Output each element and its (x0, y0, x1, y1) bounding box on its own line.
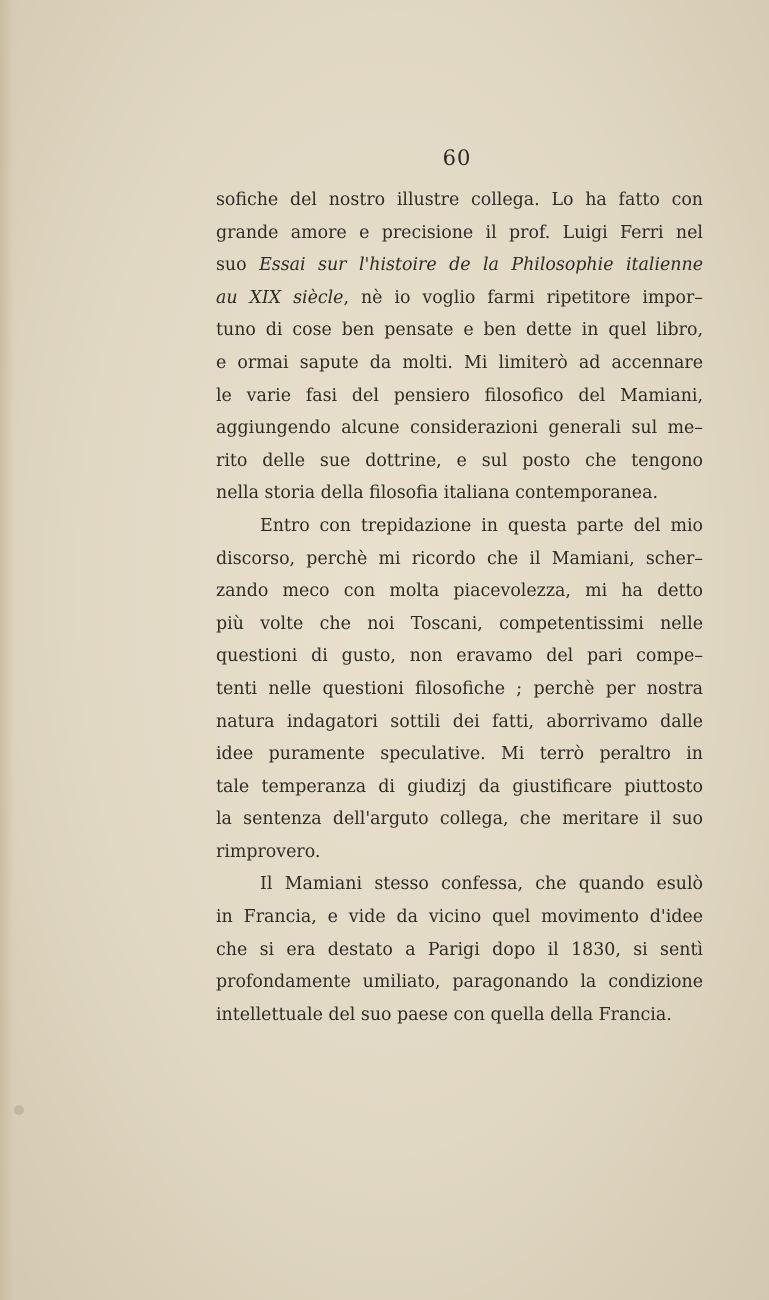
text-line: zando meco con molta piacevolezza, mi ha detto (216, 581, 703, 602)
book-title-italic: Essai sur l'histoire de la Philosophie italienne (259, 255, 703, 276)
paragraph-2 (216, 510, 703, 869)
page-number: 60 (442, 146, 472, 170)
text-line: grande amore e precisione il prof. Luigi Ferri nel (216, 222, 703, 243)
body-text (216, 184, 703, 1031)
text-line: aggiungendo alcune considerazioni generali sul me– (216, 418, 703, 439)
text-line: Il Mamiani stesso confessa, che quando esulò (260, 874, 703, 895)
text-line: tuno di cose ben pensate e ben dette in quel libro, (216, 320, 703, 341)
text-line: rito delle sue dottrine, e sul posto che tengono (216, 450, 703, 471)
book-title-italic: au XIX siècle (216, 287, 344, 308)
text-line: questioni di gusto, non eravamo del pari compe– (216, 646, 703, 667)
text-line: natura indagatori sottili dei fatti, aborrivamo dalle (216, 711, 703, 732)
text-line: sofiche del nostro illustre collega. Lo ha fatto con (216, 190, 703, 210)
text-line: che si era destato a Parigi dopo il 1830, si sentì (216, 939, 703, 960)
text-line: profondamente umiliato, paragonando la condizione (216, 972, 703, 993)
paragraph-1 (216, 184, 703, 510)
text-line: più volte che noi Toscani, competentissimi nelle (216, 613, 703, 634)
text-line: idee puramente speculative. Mi terrò peraltro in (216, 744, 703, 765)
page-stain (14, 1105, 24, 1115)
text-line: intellettuale del suo paese con quella della Francia. (216, 1004, 672, 1025)
text-line: la sentenza dell'arguto collega, che meritare il suo (216, 809, 703, 830)
page-binding-edge (0, 0, 14, 1300)
text-line: suo Essai sur l'histoire de la Philosophie italienne (216, 255, 703, 276)
text-line: e ormai sapute da molti. Mi limiterò ad accennare (216, 352, 703, 373)
text-line: tale temperanza di giudizj da giustificare piuttosto (216, 776, 703, 797)
text-line: Entro con trepidazione in questa parte del mio (260, 515, 703, 536)
text-line: nella storia della filosofia italiana contemporanea. (216, 483, 658, 504)
text-line: in Francia, e vide da vicino quel movimento d'idee (216, 907, 703, 928)
text-line: rimprovero. (216, 841, 321, 862)
text-line: tenti nelle questioni filosofiche ; perchè per nostra (216, 678, 703, 699)
paragraph-3 (216, 868, 703, 1031)
text-line: au XIX siècle, nè io voglio farmi ripetitore impor– (216, 287, 703, 308)
text-line: discorso, perchè mi ricordo che il Mamiani, scher– (216, 548, 703, 569)
text-line: le varie fasi del pensiero filosofico del Mamiani, (216, 385, 703, 406)
